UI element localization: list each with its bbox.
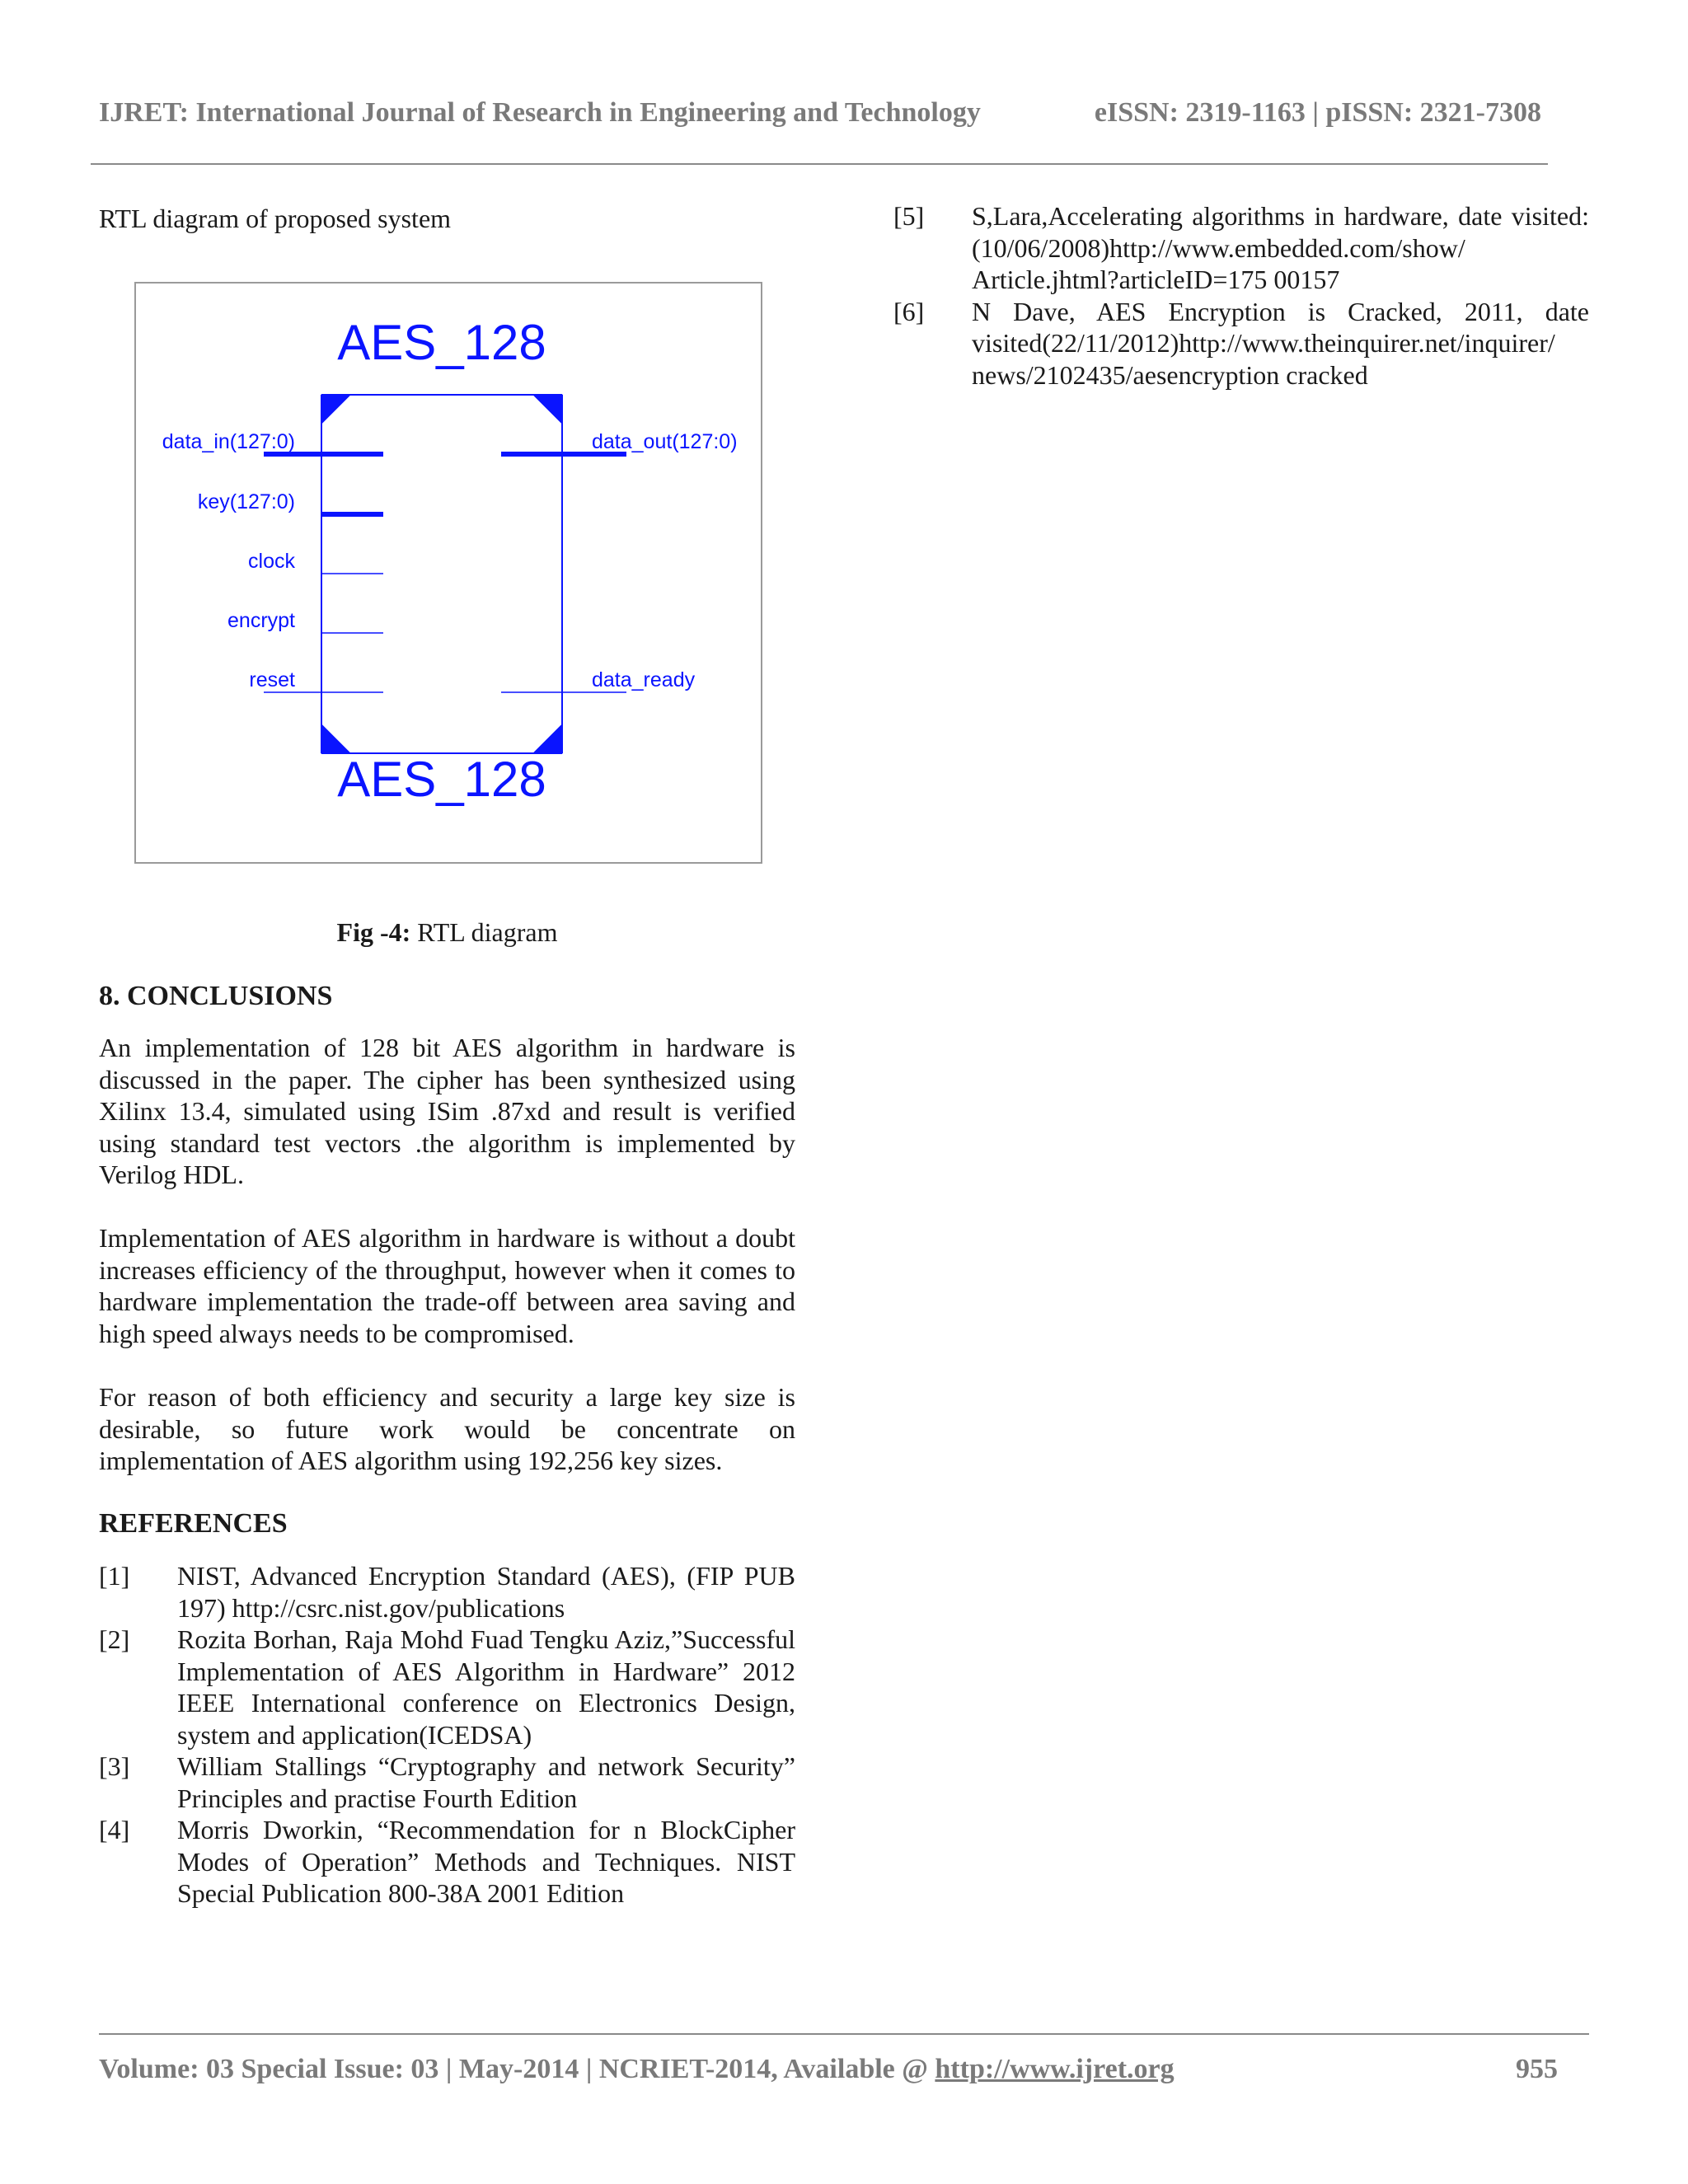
reference-number: [4] [99, 1815, 130, 1844]
corner-marker-bottom-right [533, 724, 562, 753]
header-divider [91, 163, 1548, 165]
reference-text: S,Lara,Accelerating algorithms in hardware, date visited:(10/06/2008)http://www.embedded.com/show/ Article.jhtml?articleID=175 00157 [972, 201, 1589, 294]
port-label-reset: reset [249, 668, 295, 691]
running-header [99, 97, 1541, 129]
corner-marker-top-left [321, 395, 350, 424]
port-label-key: key(127:0) [197, 490, 295, 513]
reference-number: [5] [893, 201, 925, 231]
port-label-data-out: data_out(127:0) [592, 430, 738, 453]
reference-item [893, 296, 1589, 391]
port-label-data-ready: data_ready [592, 668, 696, 691]
left-column [99, 198, 795, 235]
conclusions-paragraph-1: An implementation of 128 bit AES algorithm in hardware is discussed in the paper. The cipher has been synthesized using Xilinx 13.4, simulated using ISim .87xd and result is verified using standard test vectors .the algorithm is implemented by Verilog HDL. [99, 1033, 795, 1189]
reference-number: [3] [99, 1751, 130, 1781]
conclusions-heading: 8. CONCLUSIONS [99, 981, 333, 1011]
footer-volume-text: Volume: 03 Special Issue: 03 | May-2014 | NCRIET-2014, Available @ [99, 2054, 935, 2084]
footer-volume-info [99, 2054, 1175, 2085]
corner-marker-bottom-left [321, 724, 350, 753]
reference-text: NIST, Advanced Encryption Standard (AES), (FIP PUB 197) http://csrc.nist.gov/publications [177, 1561, 795, 1623]
block-name-top: AES_128 [337, 315, 546, 370]
reference-number: [1] [99, 1561, 130, 1591]
references-list-left [99, 1560, 795, 1910]
reference-number: [2] [99, 1624, 130, 1654]
reference-item [99, 1560, 795, 1624]
conclusions-paragraph-3: For reason of both efficiency and security a large key size is desirable, so future work would be concentrate on implementation of AES algorithm using 192,256 key sizes. [99, 1382, 795, 1475]
reference-item [99, 1750, 795, 1814]
rtl-diagram [134, 282, 762, 864]
reference-item [99, 1624, 795, 1750]
reference-number: [6] [893, 296, 925, 326]
references-heading: REFERENCES [99, 1508, 288, 1539]
reference-text: Morris Dworkin, “Recommendation for n BlockCipher Modes of Operation” Methods and Techniques. NIST Special Publication 800-38A 2001 Edition [177, 1815, 795, 1908]
block-name-bottom: AES_128 [337, 752, 546, 807]
figure-caption-text: RTL diagram [410, 917, 558, 947]
journal-website-link[interactable]: http://www.ijret.org [935, 2054, 1175, 2084]
port-label-encrypt: encrypt [227, 609, 295, 632]
port-label-clock: clock [248, 550, 295, 573]
issn-text: eISSN: 2319-1163 | pISSN: 2321-7308 [1094, 97, 1541, 128]
journal-title: IJRET: International Journal of Research in Engineering and Technology [99, 97, 981, 128]
conclusions-paragraph-2: Implementation of AES algorithm in hardware is without a doubt increases efficiency of the throughput, however when it comes to hardware implementation the trade-off between area saving and high speed always needs to be compromised. [99, 1223, 795, 1348]
references-list-right [893, 200, 1589, 391]
reference-text: William Stallings “Cryptography and network Security” Principles and practise Fourth Edition [177, 1751, 795, 1813]
running-footer [99, 2054, 1558, 2085]
corner-marker-top-right [533, 395, 562, 424]
figure-caption-label: Fig -4: [336, 917, 411, 947]
figure-caption [99, 917, 795, 948]
footer-divider [99, 2033, 1589, 2035]
page-number: 955 [1516, 2054, 1558, 2084]
figure-title: RTL diagram of proposed system [99, 204, 452, 233]
port-label-data-in: data_in(127:0) [162, 430, 295, 453]
reference-item [99, 1814, 795, 1910]
rtl-diagram-svg [136, 284, 761, 862]
reference-text: Rozita Borhan, Raja Mohd Fuad Tengku Aziz,”Successful Implementation of AES Algorithm in Hardware” 2012 IEEE International conference on Electronics Design, system and application(ICEDSA) [177, 1624, 795, 1750]
reference-text: N Dave, AES Encryption is Cracked, 2011, date visited(22/11/2012)http://www.theinquirer.net/inquirer/ news/2102435/aesencryption cracked [972, 296, 1589, 390]
reference-item [893, 200, 1589, 296]
